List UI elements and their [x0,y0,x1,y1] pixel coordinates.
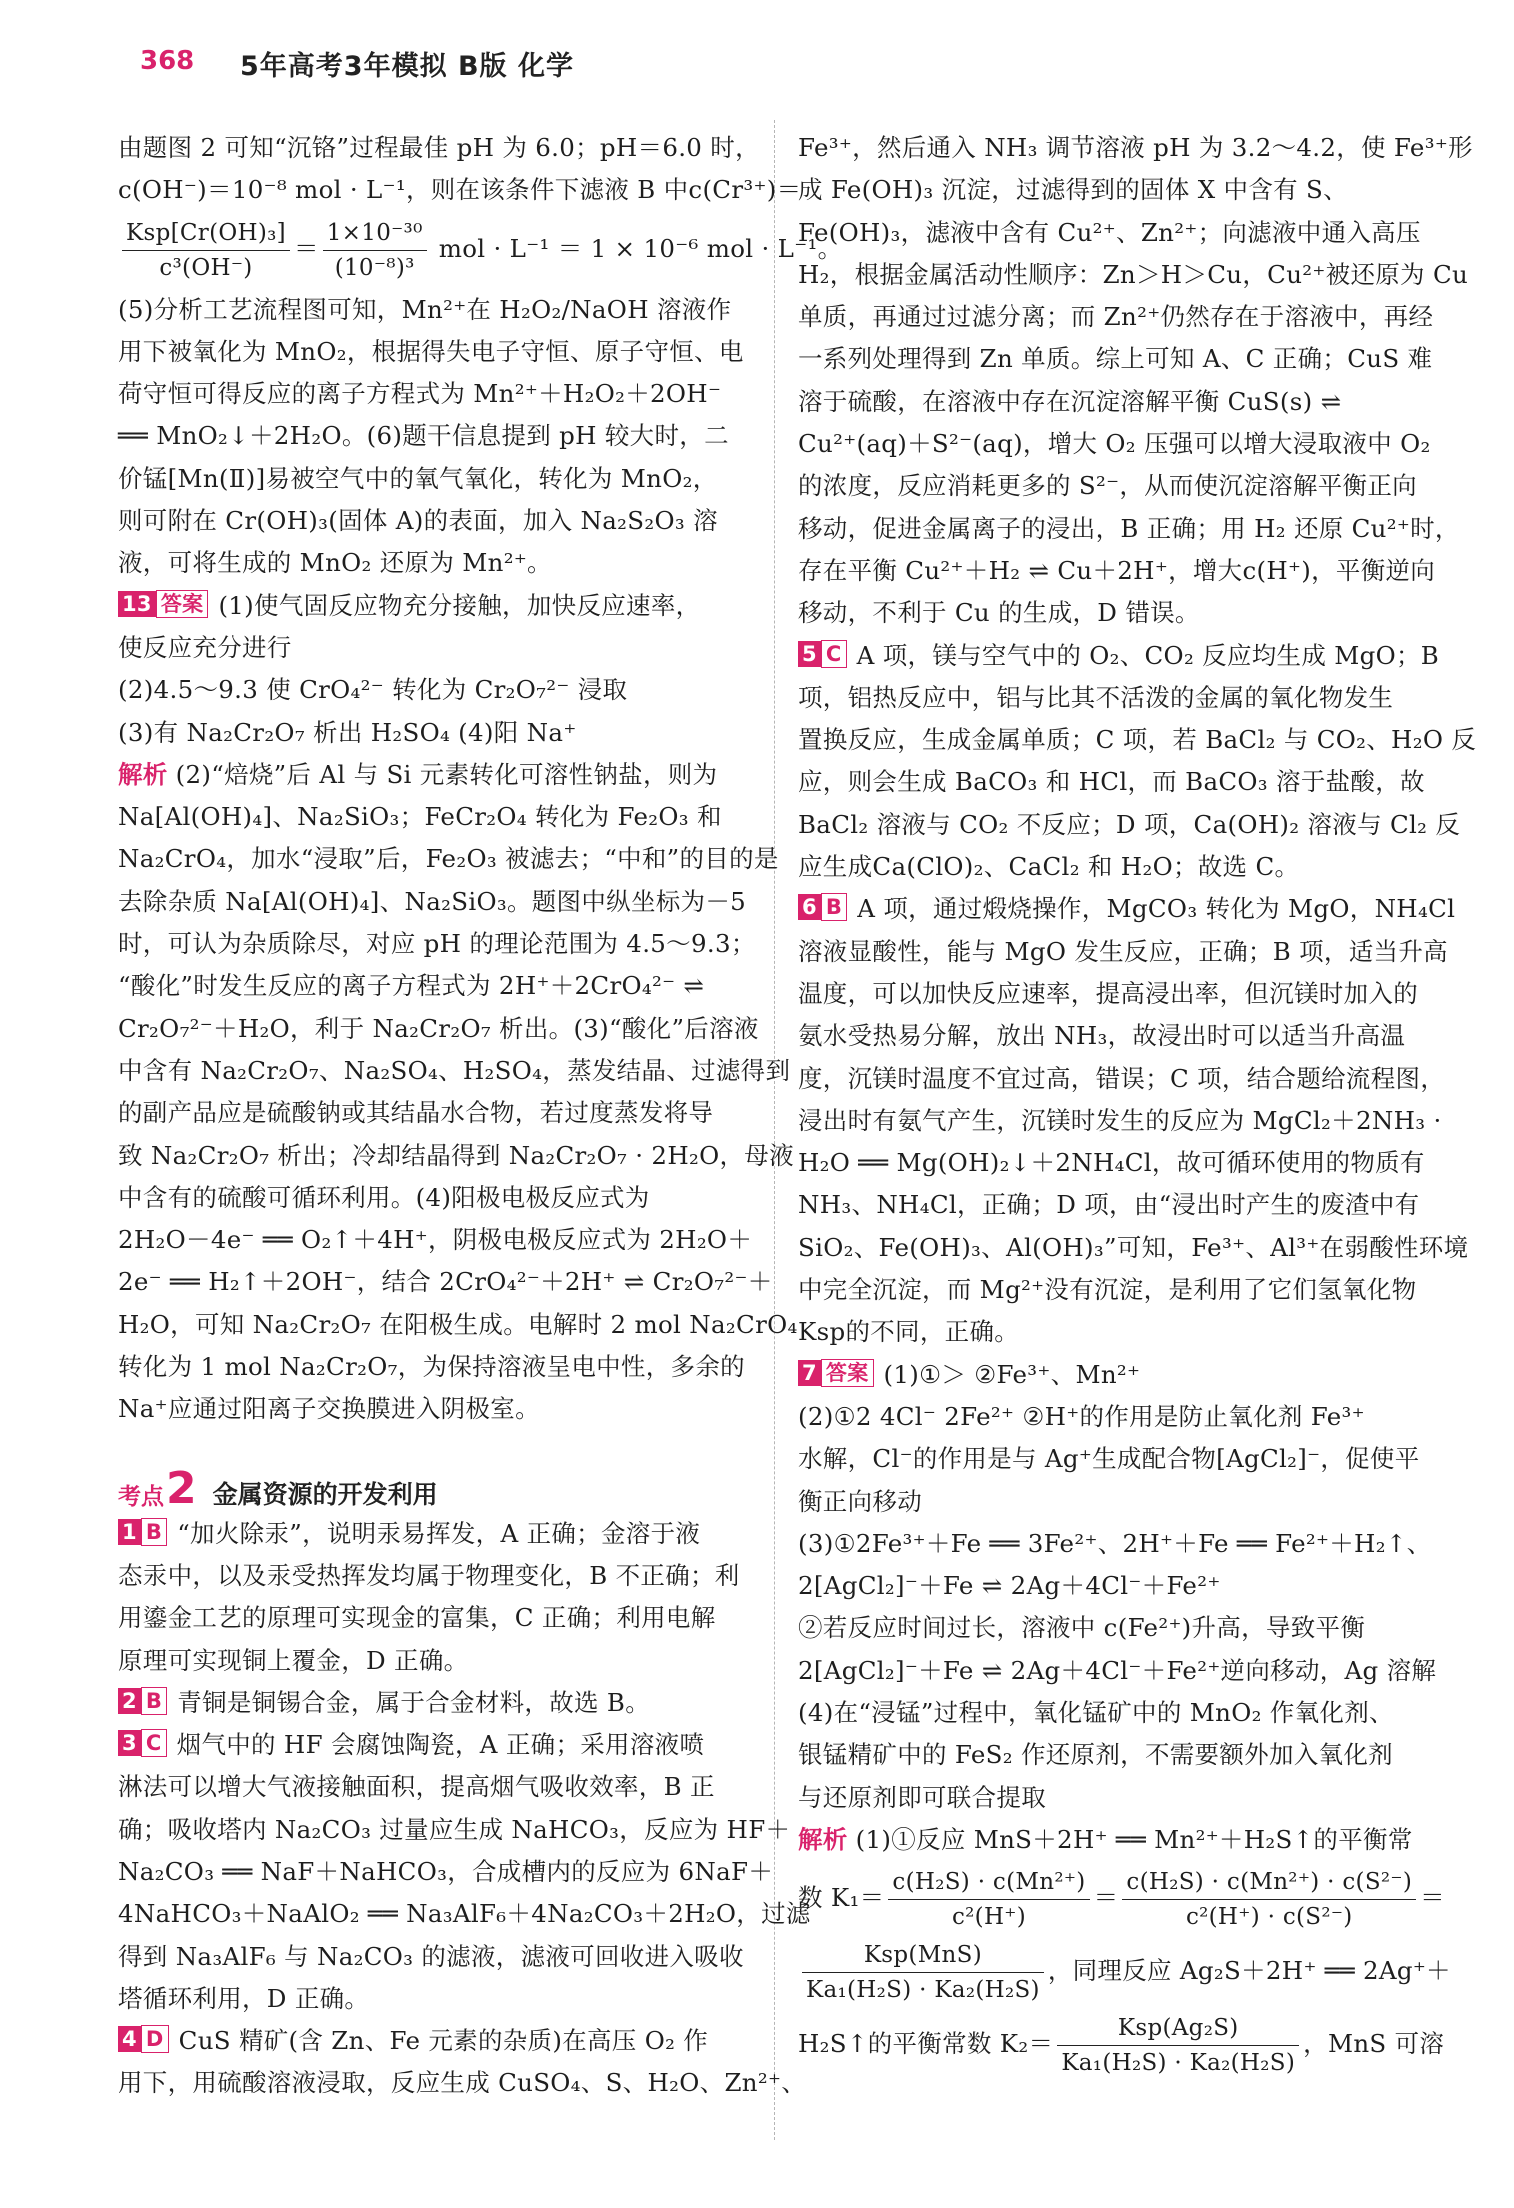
text-line: H₂O，可知 Na₂Cr₂O₇ 在阳极生成。电解时 2 mol Na₂CrO₄ [118,1309,798,1339]
fraction: $\frac{\text{c(H₂S) · c(Mn²⁺) · c(S²⁻)}}{\text{c²(H⁺) · c(S²⁻)}}$ [1122,1865,1416,1934]
answer-tag-7: 7 答案 [798,1359,874,1387]
text-line: 一系列处理得到 Zn 单质。综上可知 A、C 正确；CuS 难 [798,344,1433,374]
text-line: (3)有 Na₂Cr₂O₇ 析出 H₂SO₄ (4)阳 Na⁺ [118,717,577,747]
text-line: 溶于硫酸，在溶液中存在沉淀溶解平衡 CuS(s) ⇌ [798,386,1342,416]
text-line: 与还原剂即可联合提取 [798,1782,1046,1812]
answer-line: 6 B A 项，通过煅烧操作，MgCO₃ 转化为 MgO，NH₄Cl [798,888,1430,930]
text-line: Na₂CO₃ ══ NaF＋NaHCO₃，合成槽内的反应为 6NaF＋ [118,1856,774,1886]
text-line: 则可附在 Cr(OH)₃(固体 A)的表面，加入 Na₂S₂O₃ 溶 [118,506,718,536]
text-line: 荷守恒可得反应的离子方程式为 Mn²⁺＋H₂O₂＋2OH⁻ [118,379,722,409]
text-line: 银锰精矿中的 FeS₂ 作还原剂，不需要额外加入氧化剂 [798,1740,1393,1770]
section-heading [118,1441,750,1513]
text-line: Cu²⁺(aq)＋S²⁻(aq)，增大 O₂ 压强可以增大浸取液中 O₂ [798,429,1431,459]
right-column [798,127,1477,2084]
text-line: (3)①2Fe³⁺＋Fe ══ 3Fe²⁺、2H⁺＋Fe ══ Fe²⁺＋H₂↑、 [798,1528,1432,1558]
section-title: 金属资源的开发利用 [212,1479,438,1509]
fraction: $\frac{\text{c(H₂S) · c(Mn²⁺)}}{\text{c²(H⁺)}}$ [888,1865,1089,1934]
text-line: 的副产品应是硫酸钠或其结晶水合物，若过度蒸发将导 [118,1098,714,1128]
text-line: 单质，再通过过滤分离；而 Zn²⁺仍然存在于溶液中，再经 [798,302,1434,332]
answer-line: 3 C 烟气中的 HF 会腐蚀陶瓷，A 正确；采用溶液喷 [118,1724,750,1766]
text-line: 用下，用硫酸溶液浸取，反应生成 CuSO₄、S、H₂O、Zn²⁺、 [118,2068,807,2098]
text-line: 温度，可以加快反应速率，提高浸出率，但沉镁时加入的 [798,978,1418,1008]
text-line: 价锰[Mn(Ⅱ)]易被空气中的氧气氧化，转化为 MnO₂， [118,463,718,493]
text-line: Fe(OH)₃，滤液中含有 Cu²⁺、Zn²⁺；向滤液中通入高压 [798,217,1421,247]
text-line: 的浓度，反应消耗更多的 S²⁻，从而使沉淀溶解平衡正向 [798,471,1417,501]
text-line: 去除杂质 Na[Al(OH)₄]、Na₂SiO₃。题图中纵坐标为－5 [118,886,747,916]
text-line: Na₂CrO₄，加水“浸取”后，Fe₂O₃ 被滤去；“中和”的目的是 [118,844,779,874]
answer-tag-6: 6 B [798,893,847,921]
analysis-line: 解析 (1)①反应 MnS＋2H⁺ ══ Mn²⁺＋H₂S↑的平衡常 [798,1824,1413,1854]
text-line: 液，可将生成的 MnO₂ 还原为 Mn²⁺。 [118,548,552,578]
answer-tag-13: 13 答案 [118,590,208,618]
answer-tag-3: 3 C [118,1729,167,1757]
text-line: 淋法可以增大气液接触面积，提高烟气吸收效率，B 正 [118,1772,715,1802]
text-line: 用下被氧化为 MnO₂，根据得失电子守恒、原子守恒、电 [118,336,744,366]
text-line: 溶液显酸性，能与 MgO 发生反应，正确；B 项，适当升高 [798,936,1448,966]
text-line: ②若反应时间过长，溶液中 c(Fe²⁺)升高，导致平衡 [798,1613,1366,1643]
text-line: 2[AgCl₂]⁻＋Fe ⇌ 2Ag＋4Cl⁻＋Fe²⁺ [798,1571,1221,1601]
book-title: 5年高考3年模拟 B版 化学 [240,51,574,82]
answer-line: 1 B “加火除汞”，说明汞易挥发，A 正确；金溶于液 [118,1513,750,1555]
text-line: 由题图 2 可知“沉铬”过程最佳 pH 为 6.0；pH＝6.0 时， [118,133,760,162]
formula-line: H₂S↑的平衡常数 K₂＝ $\frac{\text{Ksp(Ag₂S)}}{\text{Ka₁(H₂S) · Ka₂(H₂S)}}$ ，MnS 可溶 [798,2011,1430,2080]
fraction: $\frac{\text{Ksp(Ag₂S)}}{\text{Ka₁(H₂S) · Ka₂(H₂S)}}$ [1057,2011,1299,2080]
formula-line: $\frac{\text{Ksp(MnS)}}{\text{Ka₁(H₂S) · Ka₂(H₂S)}}$ ，同理反应 Ag₂S＋2H⁺ ══ 2Ag⁺＋ [798,1938,1430,2007]
fraction: $\frac{\text{Ksp[Cr(OH)₃]}}{\text{c³(OH⁻)}}$ [122,216,290,285]
text-span: mol · L⁻¹ ＝ 1 × 10⁻⁶ mol · L⁻¹。 [438,233,843,263]
text-line: 成 Fe(OH)₃ 沉淀，过滤得到的固体 X 中含有 S、 [798,175,1348,205]
text-line: 度，沉镁时温度不宜过高，错误；C 项，结合题给流程图， [798,1063,1446,1093]
text-line: NH₃、NH₄Cl，正确；D 项，由“浸出时产生的废渣中有 [798,1190,1420,1220]
text-line: 原理可实现铜上覆金，D 正确。 [118,1645,469,1675]
text-line: 2[AgCl₂]⁻＋Fe ⇌ 2Ag＋4Cl⁻＋Fe²⁺逆向移动，Ag 溶解 [798,1655,1437,1685]
analysis-label: 解析 [798,1824,848,1854]
text-line: (4)在“浸锰”过程中，氧化锰矿中的 MnO₂ 作氧化剂、 [798,1697,1394,1727]
text-line: 水解，Cl⁻的作用是与 Ag⁺生成配合物[AgCl₂]⁻，促使平 [798,1444,1420,1474]
answer-tag-4: 4 D [118,2025,169,2053]
text-line: 置换反应，生成金属单质；C 项，若 BaCl₂ 与 CO₂、H₂O 反 [798,725,1477,755]
text-line: H₂O ══ Mg(OH)₂↓＋2NH₄Cl，故可循环使用的物质有 [798,1148,1425,1178]
text-line: c(OH⁻)＝10⁻⁸ mol · L⁻¹，则在该条件下滤液 B 中c(Cr³⁺)＝ [118,175,802,205]
text-line: 使反应充分进行 [118,632,292,662]
page-header [0,0,1514,125]
text-line: 4NaHCO₃＋NaAlO₂ ══ Na₃AlF₆＋4Na₂CO₃＋2H₂O，过滤 [118,1899,811,1929]
section-prefix: 考点 [118,1483,164,1510]
text-line: 2H₂O－4e⁻ ══ O₂↑＋4H⁺，阴极电极反应式为 2H₂O＋ [118,1225,753,1255]
answer-line: 2 B 青铜是铜锡合金，属于合金材料，故选 B。 [118,1682,750,1724]
answer-line: 5 C A 项，镁与空气中的 O₂、CO₂ 反应均生成 MgO；B [798,635,1430,677]
text-line: 致 Na₂Cr₂O₇ 析出；冷却结晶得到 Na₂Cr₂O₇ · 2H₂O，母液 [118,1140,794,1170]
text-line: Na⁺应通过阳离子交换膜进入阴极室。 [118,1394,540,1424]
text-line: Ksp的不同，正确。 [798,1317,1020,1347]
answer-line: 13 答案 (1)使气固反应物充分接触，加快反应速率， [118,585,750,627]
fraction: $\frac{\text{Ksp(MnS)}}{\text{Ka₁(H₂S) · Ka₂(H₂S)}}$ [802,1938,1044,2007]
text-line: 得到 Na₃AlF₆ 与 Na₂CO₃ 的滤液，滤液可回收进入吸收 [118,1941,744,1971]
text-line: Na[Al(OH)₄]、Na₂SiO₃；FeCr₂O₄ 转化为 Fe₂O₃ 和 [118,802,722,832]
text-line: (5)分析工艺流程图可知，Mn²⁺在 H₂O₂/NaOH 溶液作 [118,294,732,324]
text-line: 时，可认为杂质除尽，对应 pH 的理论范围为 4.5～9.3； [118,929,756,959]
text-line: 应生成Ca(ClO)₂、CaCl₂ 和 H₂O；故选 C。 [798,852,1300,882]
text-line: Fe³⁺，然后通入 NH₃ 调节溶液 pH 为 3.2～4.2，使 Fe³⁺形 [798,133,1473,162]
text-line: H₂，根据金属活动性顺序：Zn＞H＞Cu，Cu²⁺被还原为 Cu [798,259,1469,289]
text-line: Cr₂O₇²⁻＋H₂O，利于 Na₂Cr₂O₇ 析出。(3)“酸化”后溶液 [118,1013,759,1043]
answer-tag-2: 2 B [118,1687,167,1715]
text-line: 转化为 1 mol Na₂Cr₂O₇，为保持溶液呈电中性，多余的 [118,1352,745,1382]
answer-tag-1: 1 B [118,1518,167,1546]
text-line: 用鎏金工艺的原理可实现金的富集，C 正确；利用电解 [118,1603,716,1633]
section-number: 2 [166,1462,197,1514]
analysis-line: 解析 (2)“焙烧”后 Al 与 Si 元素转化可溶性钠盐，则为 [118,759,718,789]
formula-line: $\frac{\text{Ksp[Cr(OH)₃]}}{\text{c³(OH⁻)}}$ ＝ $\frac{\text{1×10⁻³⁰}}{\text{(10⁻⁸)³}}$ mol · L⁻¹ ＝ 1 × 10⁻⁶ mol · L⁻¹。 [118,216,750,285]
text-line: 存在平衡 Cu²⁺＋H₂ ⇌ Cu＋2H⁺，增大c(H⁺)，平衡逆向 [798,555,1436,585]
text-line: 项，铝热反应中，铝与比其不活泼的金属的氧化物发生 [798,682,1394,712]
page-number: 368 [140,46,195,76]
text-line: 中含有的硫酸可循环利用。(4)阳极电极反应式为 [118,1182,650,1212]
text-line: 氨水受热易分解，放出 NH₃，故浸出时可以适当升高温 [798,1021,1406,1051]
text-line: 中完全沉淀，而 Mg²⁺没有沉淀，是利用了它们氢氧化物 [798,1275,1417,1305]
fraction: $\frac{\text{1×10⁻³⁰}}{\text{(10⁻⁸)³}}$ [323,216,427,285]
text-line: 确；吸收塔内 Na₂CO₃ 过量应生成 NaHCO₃，反应为 HF＋ [118,1814,791,1844]
text-line: 塔循环利用，D 正确。 [118,1983,370,2013]
text-line: 中含有 Na₂Cr₂O₇、Na₂SO₄、H₂SO₄，蒸发结晶、过滤得到 [118,1055,791,1085]
text-line: 2e⁻ ══ H₂↑＋2OH⁻，结合 2CrO₄²⁻＋2H⁺ ⇌ Cr₂O₇²⁻＋ [118,1267,773,1297]
text-line: 应，则会生成 BaCO₃ 和 HCl，而 BaCO₃ 溶于盐酸，故 [798,767,1425,797]
text-line: 衡正向移动 [798,1486,922,1516]
answer-line: 7 答案 (1)①＞ ②Fe³⁺、Mn²⁺ [798,1354,1430,1396]
answer-tag-5: 5 C [798,640,847,668]
answer-line: 4 D CuS 精矿(含 Zn、Fe 元素的杂质)在高压 O₂ 作 [118,2020,750,2062]
text-line: 移动，促进金属离子的浸出，B 正确；用 H₂ 还原 Cu²⁺时， [798,513,1460,543]
text-line: BaCl₂ 溶液与 CO₂ 不反应；D 项，Ca(OH)₂ 溶液与 Cl₂ 反 [798,809,1461,839]
text-line: (2)①2 4Cl⁻ 2Fe²⁺ ②H⁺的作用是防止氧化剂 Fe³⁺ [798,1401,1365,1431]
text-line: “酸化”时发生反应的离子方程式为 2H⁺＋2CrO₄²⁻ ⇌ [118,971,705,1001]
text-line: 态汞中，以及汞受热挥发均属于物理变化，B 不正确；利 [118,1560,740,1590]
text-line: 浸出时有氨气产生，沉镁时发生的反应为 MgCl₂＋2NH₃ · [798,1105,1442,1135]
text-line: 移动，不利于 Cu 的生成，D 错误。 [798,598,1200,628]
text-line: SiO₂、Fe(OH)₃、Al(OH)₃”可知，Fe³⁺、Al³⁺在弱酸性环境 [798,1232,1469,1262]
formula-line: 数 K₁＝ $\frac{\text{c(H₂S) · c(Mn²⁺)}}{\text{c²(H⁺)}}$ ＝ $\frac{\text{c(H₂S) · c(Mn²⁺) · c(S²⁻)}}{\text{c²(H⁺) · c(S²⁻)}}$ ＝ [798,1865,1430,1934]
text-line: ══ MnO₂↓＋2H₂O。(6)题干信息提到 pH 较大时，二 [118,421,729,451]
text-line: (2)4.5～9.3 使 CrO₄²⁻ 转化为 Cr₂O₇²⁻ 浸取 [118,675,628,705]
analysis-label: 解析 [118,759,168,789]
